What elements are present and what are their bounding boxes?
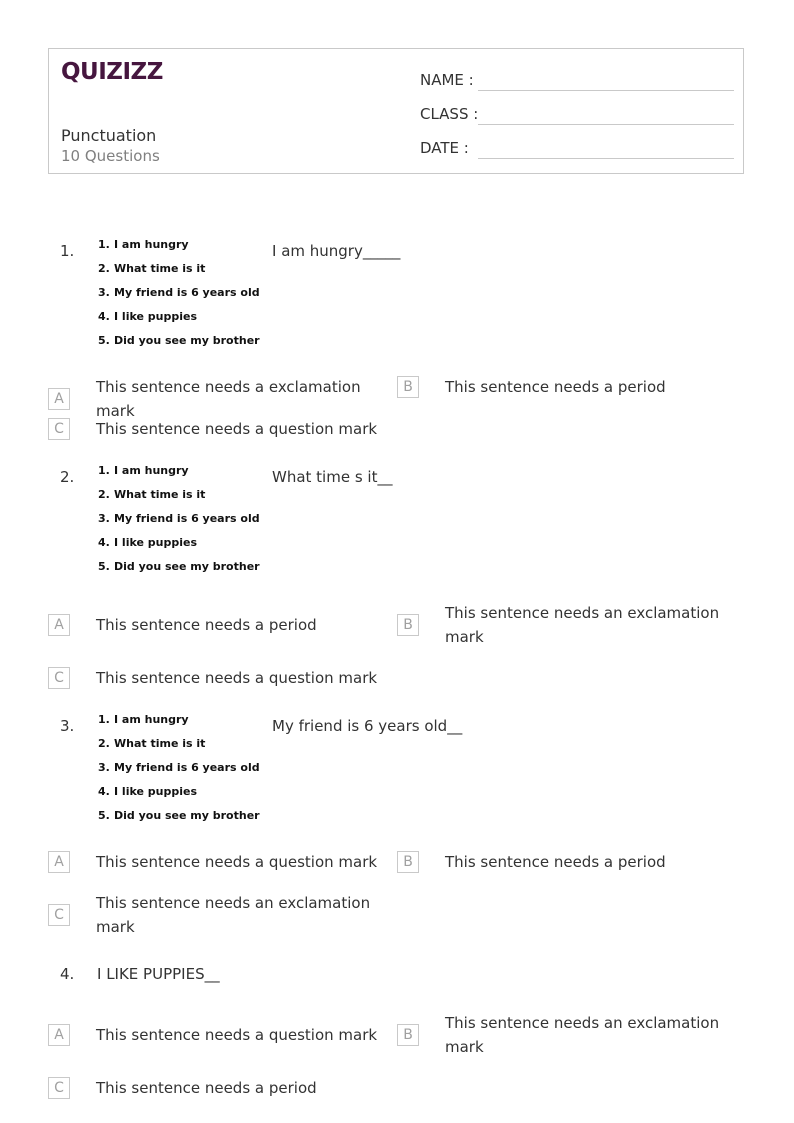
option-letter-box: B — [397, 1024, 419, 1046]
class-field[interactable] — [420, 101, 734, 125]
option-c[interactable] — [48, 891, 386, 939]
reference-item: 5. Did you see my brother — [98, 809, 260, 822]
reference-item: 1. I am hungry — [98, 238, 189, 251]
reference-item: 4. I like puppies — [98, 536, 198, 549]
option-b[interactable] — [397, 1011, 735, 1059]
option-text: This sentence needs a exclamation mark — [96, 378, 361, 420]
reference-item: 2. What time is it — [98, 737, 206, 750]
name-field[interactable] — [420, 67, 734, 91]
reference-item: 2. What time is it — [98, 262, 206, 275]
option-b[interactable] — [397, 375, 745, 399]
reference-item: 1. I am hungry — [98, 464, 189, 477]
class-line — [478, 124, 734, 125]
option-letter-box: B — [397, 851, 419, 873]
class-label: CLASS : — [420, 105, 479, 123]
option-c[interactable] — [48, 417, 396, 441]
option-text: This sentence needs an exclamation mark — [445, 604, 720, 646]
option-a[interactable] — [48, 613, 396, 637]
reference-list — [98, 238, 260, 358]
reference-item: 4. I like puppies — [98, 785, 198, 798]
option-text: This sentence needs an exclamation mark — [96, 894, 371, 936]
name-line — [478, 90, 734, 91]
name-label: NAME : — [420, 71, 474, 89]
reference-item: 1. I am hungry — [98, 713, 189, 726]
reference-item: 3. My friend is 6 years old — [98, 512, 260, 525]
reference-item: 5. Did you see my brother — [98, 560, 260, 573]
option-letter-box: A — [48, 388, 70, 410]
option-letter-box: B — [397, 376, 419, 398]
option-c[interactable] — [48, 666, 396, 690]
quizizz-logo: QUIZIZZ — [61, 59, 163, 85]
worksheet-header — [48, 48, 744, 174]
reference-item: 3. My friend is 6 years old — [98, 286, 260, 299]
worksheet-title: Punctuation — [61, 126, 157, 145]
option-text: This sentence needs an exclamation mark — [445, 1014, 720, 1056]
option-text: This sentence needs a question mark — [96, 853, 378, 871]
reference-item: 3. My friend is 6 years old — [98, 761, 260, 774]
option-letter-box: A — [48, 614, 70, 636]
option-a[interactable] — [48, 1023, 396, 1047]
question-number: 4. — [60, 965, 75, 983]
option-b[interactable] — [397, 601, 735, 649]
option-text: This sentence needs a question mark — [96, 669, 378, 687]
option-a[interactable] — [48, 850, 396, 874]
reference-item: 2. What time is it — [98, 488, 206, 501]
option-letter-box: C — [48, 667, 70, 689]
reference-item: 4. I like puppies — [98, 310, 198, 323]
date-label: DATE : — [420, 139, 469, 157]
date-field[interactable] — [420, 135, 734, 159]
option-text: This sentence needs a period — [96, 616, 317, 634]
reference-list — [98, 713, 260, 833]
option-a[interactable] — [48, 375, 396, 423]
option-text: This sentence needs a period — [96, 1079, 317, 1097]
question-text: What time s it__ — [272, 468, 393, 486]
option-letter-box: A — [48, 851, 70, 873]
question-text: I am hungry_____ — [272, 242, 401, 260]
question-text: I LIKE PUPPIES__ — [97, 965, 220, 983]
option-letter-box: C — [48, 1077, 70, 1099]
date-line — [478, 158, 734, 159]
reference-item: 5. Did you see my brother — [98, 334, 260, 347]
option-text: This sentence needs a question mark — [96, 1026, 378, 1044]
option-letter-box: C — [48, 904, 70, 926]
question-count: 10 Questions — [61, 147, 160, 165]
question-number: 2. — [60, 468, 75, 486]
option-c[interactable] — [48, 1076, 396, 1100]
question-number: 3. — [60, 717, 75, 735]
option-text: This sentence needs a period — [445, 378, 666, 396]
option-letter-box: B — [397, 614, 419, 636]
question-number: 1. — [60, 242, 75, 260]
option-letter-box: C — [48, 418, 70, 440]
option-letter-box: A — [48, 1024, 70, 1046]
option-text: This sentence needs a question mark — [96, 420, 378, 438]
option-b[interactable] — [397, 850, 745, 874]
option-text: This sentence needs a period — [445, 853, 666, 871]
reference-list — [98, 464, 260, 584]
question-text: My friend is 6 years old__ — [272, 717, 463, 735]
